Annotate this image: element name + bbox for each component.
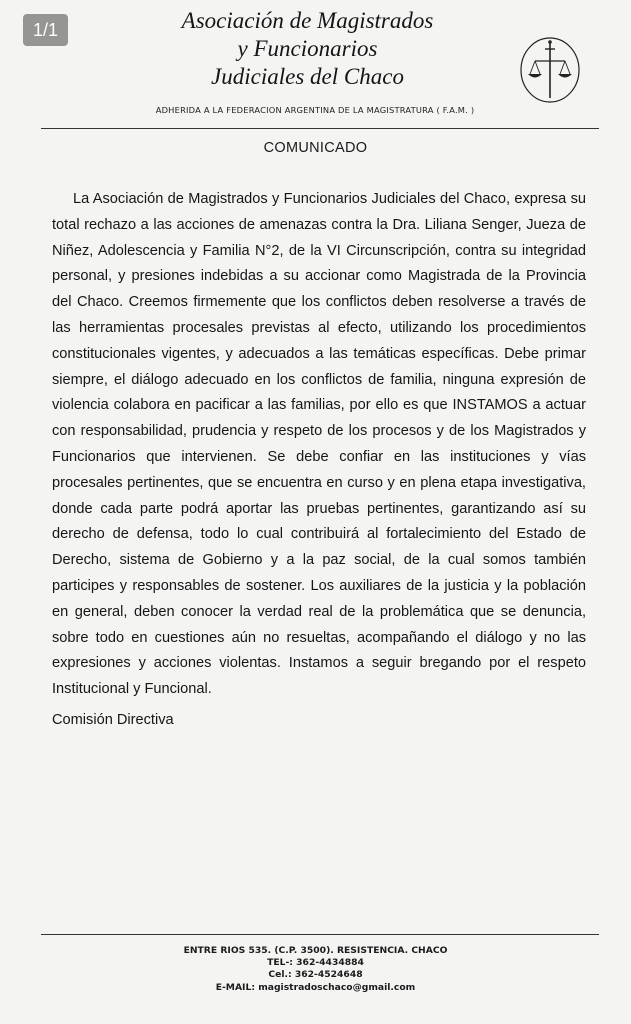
organization-title-line-2: y Funcionarios [237, 36, 378, 61]
header-divider [41, 128, 599, 129]
page-counter-badge: 1/1 [23, 14, 68, 46]
footer-email: E-MAIL: magistradoschaco@gmail.com [215, 981, 416, 993]
footer-divider [41, 934, 599, 935]
document-heading: COMUNICADO [263, 140, 368, 156]
footer-telephone: TEL-: 362-4434884 [267, 957, 364, 969]
organization-title [150, 7, 465, 91]
footer-cellphone: Cel.: 362-4524648 [268, 969, 363, 981]
statement-body: La Asociación de Magistrados y Funcionarios Judiciales del Chaco, expresa su total rechazo a las acciones de amenazas contra la Dra. Liliana Senger, Jueza de Niñez, Adolescencia y Familia N°2, de la VI Circunscripción, contra su integridad personal, y presiones indebidas a su accionar como Magistrada de la Provincia del Chaco. Creemos firmemente que los conflictos deben resolverse a través de las herramientas procesales previstas al efecto, utilizando los procedimientos constitucionales vigentes, y adecuados a las temáticas específicas. Debe primar siempre, el diálogo adecuado en los conflictos de familia, ninguna expresión de violencia colabora en pacificar a las familias, por ello es que INSTAMOS a actuar con responsabilidad, prudencia y respeto de los procesos y de los Magistrados y Funcionarios que intervienen. Se debe confiar en las instituciones y vías procesales pertinentes, que se encuentra en curso y en plena etapa investigativa, donde cada parte podrá aportar las pruebas pertinentes, garantizando así su derecho de defensa, todo lo cual contribuirá al fortalecimiento del Estado de Derecho, sistema de Gobierno y a la paz social, de la cual somos también participes y responsables de sostener. Los auxiliares de la justicia y la población en general, deben conocer la verdad real de la problemática que se denuncia, sobre todo en cuestiones aún no resueltas, acompañando el diálogo y no las expresiones y acciones violentas. Instamos a seguir bregando por el respeto Institucional y Funcional. [52, 191, 586, 698]
footer-address: ENTRE RIOS 535. (C.P. 3500). RESISTENCIA. CHACO [183, 945, 448, 956]
contact-footer [0, 945, 631, 994]
organization-title-line-3: Judiciales del Chaco [211, 64, 404, 89]
organization-title-line-1: Asociación de Magistrados [181, 8, 434, 33]
signature: Comisión Directiva [52, 712, 174, 728]
scales-of-justice-sword-icon [518, 34, 582, 104]
federation-affiliation-line: ADHERIDA A LA FEDERACION ARGENTINA DE LA MAGISTRATURA ( F.A.M. ) [155, 105, 475, 115]
